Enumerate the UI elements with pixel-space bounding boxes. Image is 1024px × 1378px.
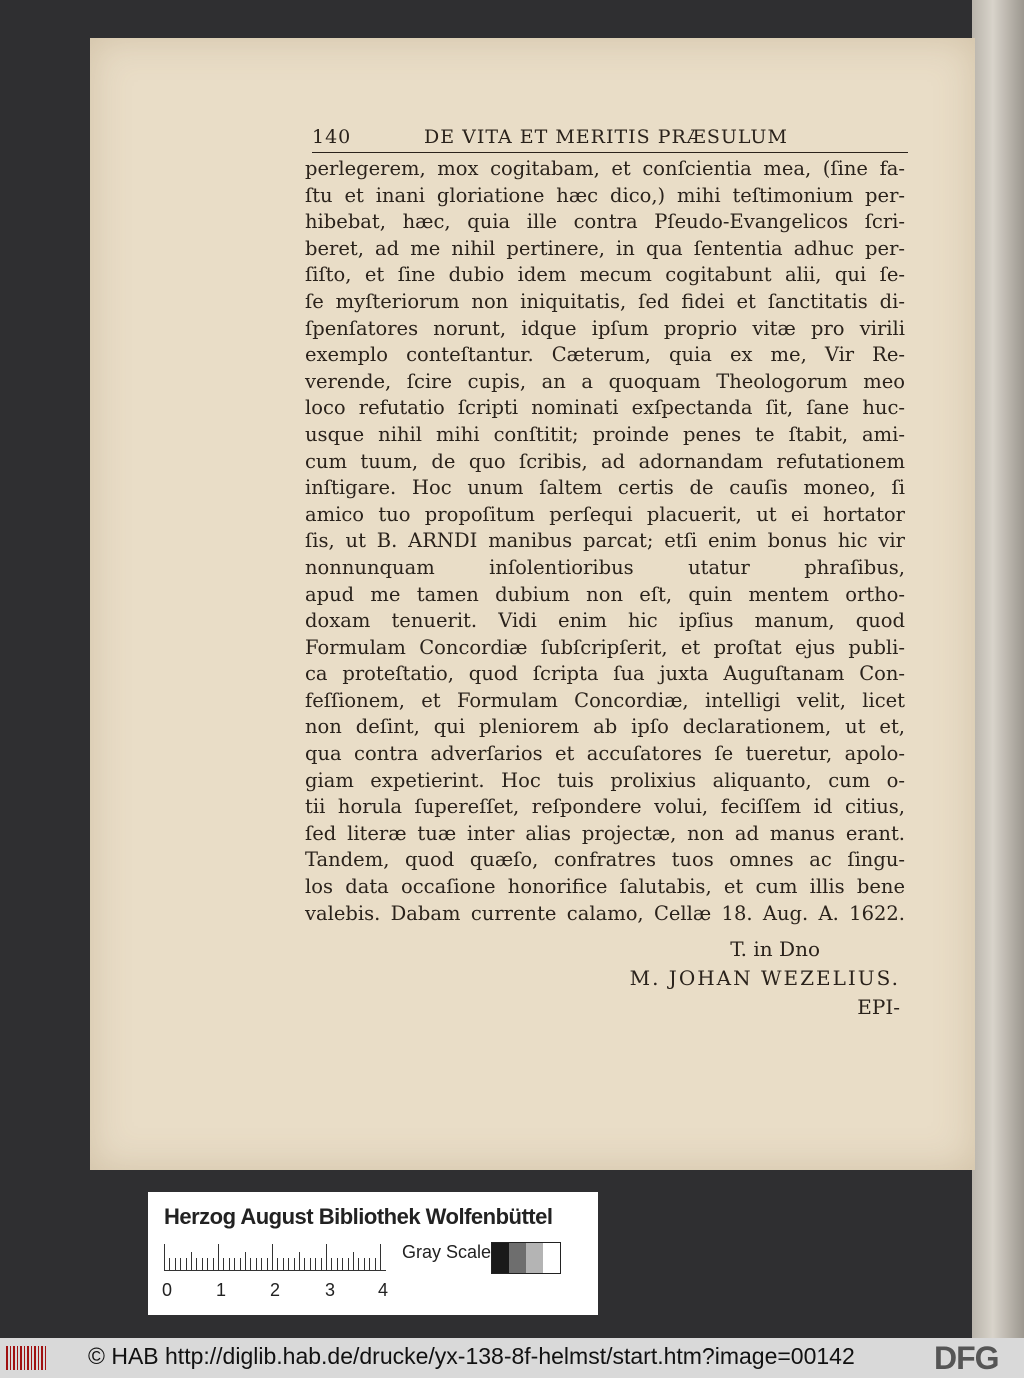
ruler-tick xyxy=(169,1258,170,1270)
gray-swatch xyxy=(543,1243,560,1273)
scale-ruler xyxy=(164,1244,386,1271)
text-line: verende, ſcire cupis, an a quoquam Theologorum meo xyxy=(305,369,905,393)
text-line: Formulam Concordiæ ſubſcripſerit, et proſtat ejus publi- xyxy=(305,635,905,659)
text-line: ſis, ut B. ARNDI manibus parcat; etſi enim bonus hic vir xyxy=(305,529,905,553)
gray-swatch xyxy=(492,1243,509,1273)
ruler-tick xyxy=(353,1252,354,1270)
text-line: nonnunquam inſolentioribus utatur phraſibus, xyxy=(305,555,905,579)
text-line: ſe myſteriorum non iniquitatis, ſed fidei et ſanctitatis di- xyxy=(305,289,905,313)
ruler-tick xyxy=(234,1258,235,1270)
ruler-tick xyxy=(364,1258,365,1270)
closing-block xyxy=(305,935,900,1022)
footer-bar xyxy=(0,1338,1024,1378)
text-line: tii horula ſupereſſet, reſpondere volui, feciſſem id citius, xyxy=(305,795,905,819)
gray-scale-label: Gray Scale xyxy=(402,1242,492,1262)
ruler-tick xyxy=(342,1258,343,1270)
gray-swatch xyxy=(509,1243,526,1273)
ruler-tick xyxy=(256,1258,257,1270)
ruler-tick xyxy=(331,1258,332,1270)
text-line: inſtigare. Hoc unum ſaltem certis de cauſis moneo, ſi xyxy=(305,476,905,500)
ruler-tick xyxy=(267,1258,268,1270)
text-line: ſpenſatores norunt, idque ipſum proprio vitæ pro virili xyxy=(305,316,905,340)
text-line: beret, ad me nihil pertinere, in qua ſententia adhuc per- xyxy=(305,236,905,260)
running-head xyxy=(312,122,908,153)
ruler-tick xyxy=(337,1258,338,1270)
ruler-tick xyxy=(380,1244,381,1270)
credit-url-link[interactable]: © HAB http://diglib.hab.de/drucke/yx-138-8f-helmst/start.htm?image=00142 xyxy=(88,1343,855,1369)
ruler-tick xyxy=(294,1258,295,1270)
text-line: perlegerem, mox cogitabam, et conſcientia mea, (ſine fa- xyxy=(305,157,905,180)
text-line: usque nihil mihi conſtitit; proinde penes te ſtabit, ami- xyxy=(305,422,905,446)
ruler-tick xyxy=(180,1258,181,1270)
text-line: ca proteſtatio, quod ſcripta ſua juxta Auguſtanam Con- xyxy=(305,662,905,686)
ruler-tick xyxy=(261,1258,262,1270)
ruler-tick xyxy=(321,1258,322,1270)
text-line: hibebat, hæc, quia ille contra Pſeudo-Evangelicos ſcri- xyxy=(305,210,905,234)
text-line: ſiſto, et ſine dubio idem mecum cogitabunt alii, qui ſe- xyxy=(305,263,905,287)
dfg-logo: DFG xyxy=(934,1340,999,1376)
ruler-tick xyxy=(245,1252,246,1270)
signature: M. JOHAN WEZELIUS. xyxy=(629,966,900,990)
ruler-tick xyxy=(186,1258,187,1270)
text-line: ſed literæ tuæ inter alias projectæ, non ad manus erant. xyxy=(305,821,905,845)
gray-swatch xyxy=(526,1243,543,1273)
library-label-card xyxy=(148,1192,598,1315)
text-line: ſtu et inani gloriatione hæc dico,) mihi teſtimonium per- xyxy=(305,183,905,207)
body-text xyxy=(305,156,905,927)
text-line: amico tuo propoſitum perſequi placuerit, ut ei hortator xyxy=(305,502,905,526)
ruler-tick xyxy=(202,1258,203,1270)
book-edge xyxy=(972,0,1024,1338)
text-line: doxam tenuerit. Vidi enim hic ipſius manum, quod xyxy=(305,609,905,633)
ruler-tick xyxy=(164,1244,165,1270)
ruler-tick xyxy=(240,1258,241,1270)
ruler-number: 4 xyxy=(378,1280,389,1300)
ruler-tick xyxy=(326,1244,327,1270)
ruler-tick xyxy=(191,1252,192,1270)
ruler-number: 1 xyxy=(216,1280,227,1300)
ruler-tick xyxy=(223,1258,224,1270)
ruler-tick xyxy=(348,1258,349,1270)
gray-scale-swatches xyxy=(491,1242,561,1274)
ruler-number: 0 xyxy=(162,1280,173,1300)
text-line: apud me tamen dubium non eſt, quin mentem ortho- xyxy=(305,582,905,606)
ruler-number: 3 xyxy=(325,1280,336,1300)
ruler-tick xyxy=(299,1252,300,1270)
text-line: cum tuum, de quo ſcribis, ad adornandam refutationem xyxy=(305,449,905,473)
page-number: 140 xyxy=(312,126,352,148)
text-line: valebis. Dabam currente calamo, Cellæ 18. Aug. A. 1622. xyxy=(305,901,905,925)
text-line: Tandem, quod quæſo, confratres tuos omnes ac ſingu- xyxy=(305,848,905,872)
ruler-tick xyxy=(218,1244,219,1270)
ruler-tick xyxy=(196,1258,197,1270)
text-line: exemplo conteſtantur. Cæterum, quia ex me, Vir Re- xyxy=(305,343,905,367)
barcode-icon xyxy=(6,1346,46,1370)
ruler-tick xyxy=(250,1258,251,1270)
ruler-tick xyxy=(277,1258,278,1270)
ruler-tick xyxy=(229,1258,230,1270)
ruler-tick xyxy=(213,1258,214,1270)
text-line: qua contra adverſarios et accuſatores ſe tueretur, apolo- xyxy=(305,742,905,766)
ruler-tick xyxy=(288,1258,289,1270)
ruler-tick xyxy=(315,1258,316,1270)
ruler-tick xyxy=(310,1258,311,1270)
ruler-tick xyxy=(375,1258,376,1270)
text-line: feſſionem, et Formulam Concordiæ, intelligi velit, licet xyxy=(305,688,905,712)
text-line: giam expetierint. Hoc tuis prolixius aliquanto, cum o- xyxy=(305,768,905,792)
text-line: loco refutatio ſcripti nominati exſpectanda ſit, ſane huc- xyxy=(305,396,905,420)
ruler-number: 2 xyxy=(270,1280,281,1300)
ruler-tick xyxy=(283,1258,284,1270)
ruler-tick xyxy=(207,1258,208,1270)
ruler-tick xyxy=(175,1258,176,1270)
salutation: T. in Dno xyxy=(730,937,820,961)
ruler-tick xyxy=(369,1258,370,1270)
catchword: EPI- xyxy=(857,995,900,1019)
ruler-tick xyxy=(358,1258,359,1270)
ruler-tick xyxy=(304,1258,305,1270)
text-line: non deſint, qui pleniorem ab ipſo declarationem, ut et, xyxy=(305,715,905,739)
library-name: Herzog August Bibliothek Wolfenbüttel xyxy=(164,1204,553,1229)
running-title: DE VITA ET MERITIS PRÆSULUM xyxy=(424,126,788,148)
ruler-tick xyxy=(272,1244,273,1270)
text-line: los data occaſione honorifice ſalutabis, et cum illis bene xyxy=(305,875,905,899)
